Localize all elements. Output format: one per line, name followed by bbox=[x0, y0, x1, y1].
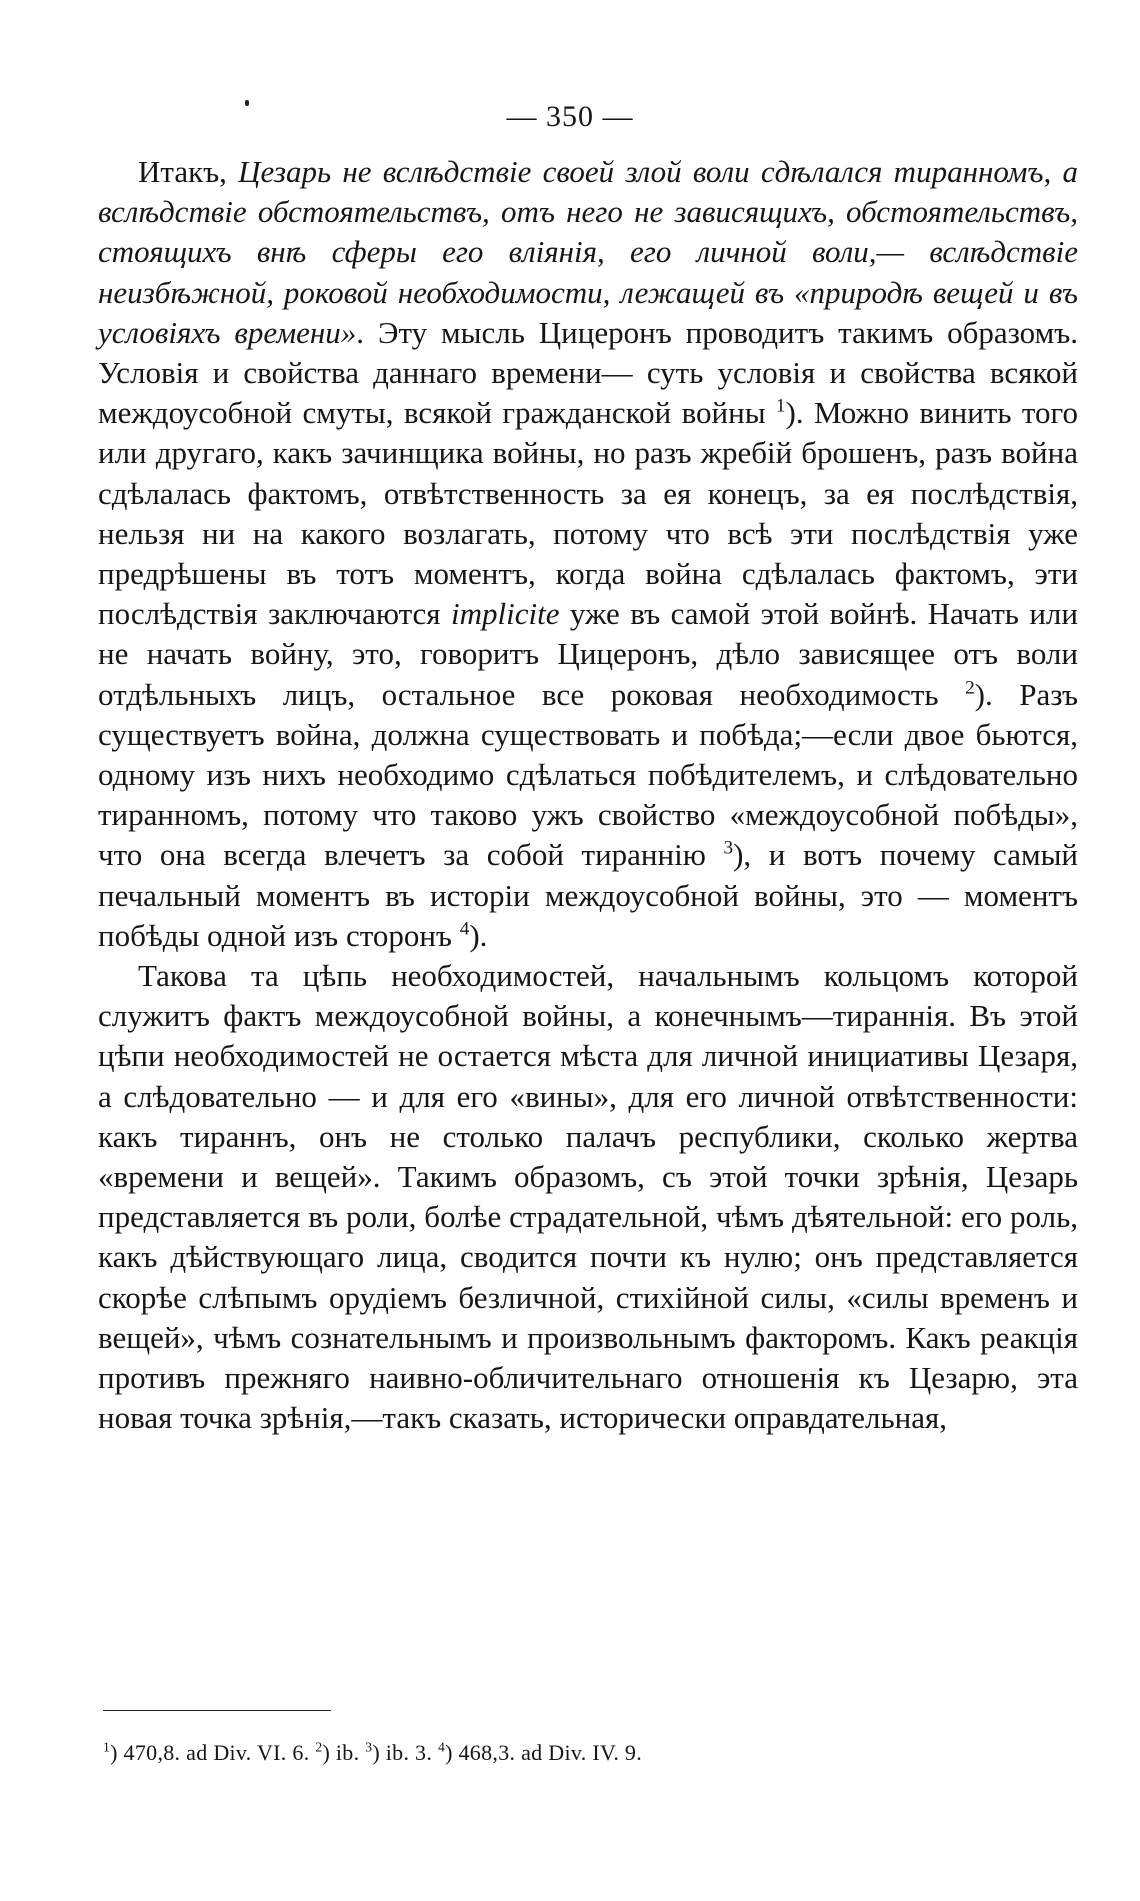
paragraph-1 bbox=[98, 152, 1078, 956]
text-run: ), и вотъ почему самый печальный моментъ въ исторіи междоусобной войны, это — моментъ побѣды одной изъ сторонъ bbox=[98, 837, 1078, 953]
footnote-mark: 2 bbox=[315, 1739, 323, 1755]
italic-text: implicite bbox=[450, 596, 560, 632]
footnote-mark: 1 bbox=[103, 1739, 111, 1755]
footnote-text: ) ib. 3. bbox=[372, 1740, 438, 1765]
footnote-rule bbox=[103, 1710, 331, 1711]
text-run: ). bbox=[469, 917, 488, 953]
text-run: Такова та цѣпь необходимостей, начальнымъ кольцомъ которой служитъ фактъ междоусобной войны, а конечнымъ—тираннія. Въ этой цѣпи необходимостей не остается мѣста для личной инициативы Цезаря, а слѣдовательно — и для его «вины», для его личной отвѣтственности: какъ тираннъ, онъ не столько палачъ республики, сколько жертва «времени и вещей». Такимъ образомъ, съ этой точки зрѣнія, Цезарь представляется въ роли, болѣе страдательной, чѣмъ дѣятельной: его роль, какъ дѣйствующаго лица, сводится почти къ нулю; онъ представляется скорѣе слѣпымъ орудіемъ безличной, стихійной силы, «силы временъ и вещей», чѣмъ сознательнымъ и произвольнымъ факторомъ. Какъ реакція противъ прежняго наивно-обличительнаго отношенія къ Цезарю, эта новая точка зрѣнія,—такъ сказать, исторически оправдательная, bbox=[98, 958, 1078, 1436]
footnote-ref: 3 bbox=[723, 838, 734, 860]
footnotes bbox=[103, 1738, 1083, 1768]
footnote-text: ) 470,8. ad Div. VI. 6. bbox=[110, 1740, 316, 1765]
footnote-mark: 3 bbox=[365, 1739, 373, 1755]
text-run: ). Разъ существуетъ война, должна существовать и побѣда;—если двое бьются, одному изъ нихъ необходимо сдѣлаться побѣдителемъ, и слѣдовательно тиранномъ, потому что таково ужъ свойство «междоусобной побѣды», что она всегда влечетъ за собой тираннію bbox=[98, 676, 1078, 873]
footnote-ref: 1 bbox=[775, 395, 786, 417]
footnote-mark: 4 bbox=[437, 1739, 446, 1755]
text-run: . Эту мысль Цицеронъ проводитъ такимъ образомъ. Условія и свойства даннаго времени— суть условія и свойства всякой междоусобной смуты, всякой гражданской войны bbox=[98, 314, 1078, 431]
text-run: Итакъ, bbox=[138, 154, 239, 189]
italic-text: Цезарь не вслѣдствіе своей злой воли сдѣлался тиранномъ, а вслѣдствіе обстоятельствъ, отъ него не зависящихъ, обстоятельствъ, стоящихъ внѣ сферы его вліянія, его личной воли,— вслѣдствіе неизбѣжной, роковой необходимости, лежащей въ «природѣ вещей и въ условіяхъ времени» bbox=[98, 154, 1078, 350]
body-text bbox=[98, 152, 1078, 1439]
footnote-text: ) ib. bbox=[322, 1740, 366, 1765]
footnote-ref: 4 bbox=[459, 918, 470, 940]
text-run: уже въ самой этой войнѣ. Начать или не начать войну, это, говоритъ Цицеронъ, дѣло зависящее отъ воли отдѣльныхъ лицъ, остальное все роковая необходимость bbox=[98, 596, 1078, 712]
footnote-text: ) 468,3. ad Div. IV. 9. bbox=[445, 1740, 643, 1765]
footnote-ref: 2 bbox=[965, 677, 975, 699]
text-run: ). Можно винить того или другаго, какъ зачинщика войны, но разъ жребій брошенъ, разъ война сдѣлалась фактомъ, отвѣтственность за ея конецъ, за ея послѣдствія, нельзя ни на какого возлагать, потому что всѣ эти послѣдствія уже предрѣшены въ тотъ моментъ, когда война сдѣлалась фактомъ, эти послѣдствія заключаются bbox=[98, 395, 1078, 632]
paragraph-2 bbox=[98, 956, 1078, 1438]
page-number: — 350 — bbox=[506, 100, 634, 133]
